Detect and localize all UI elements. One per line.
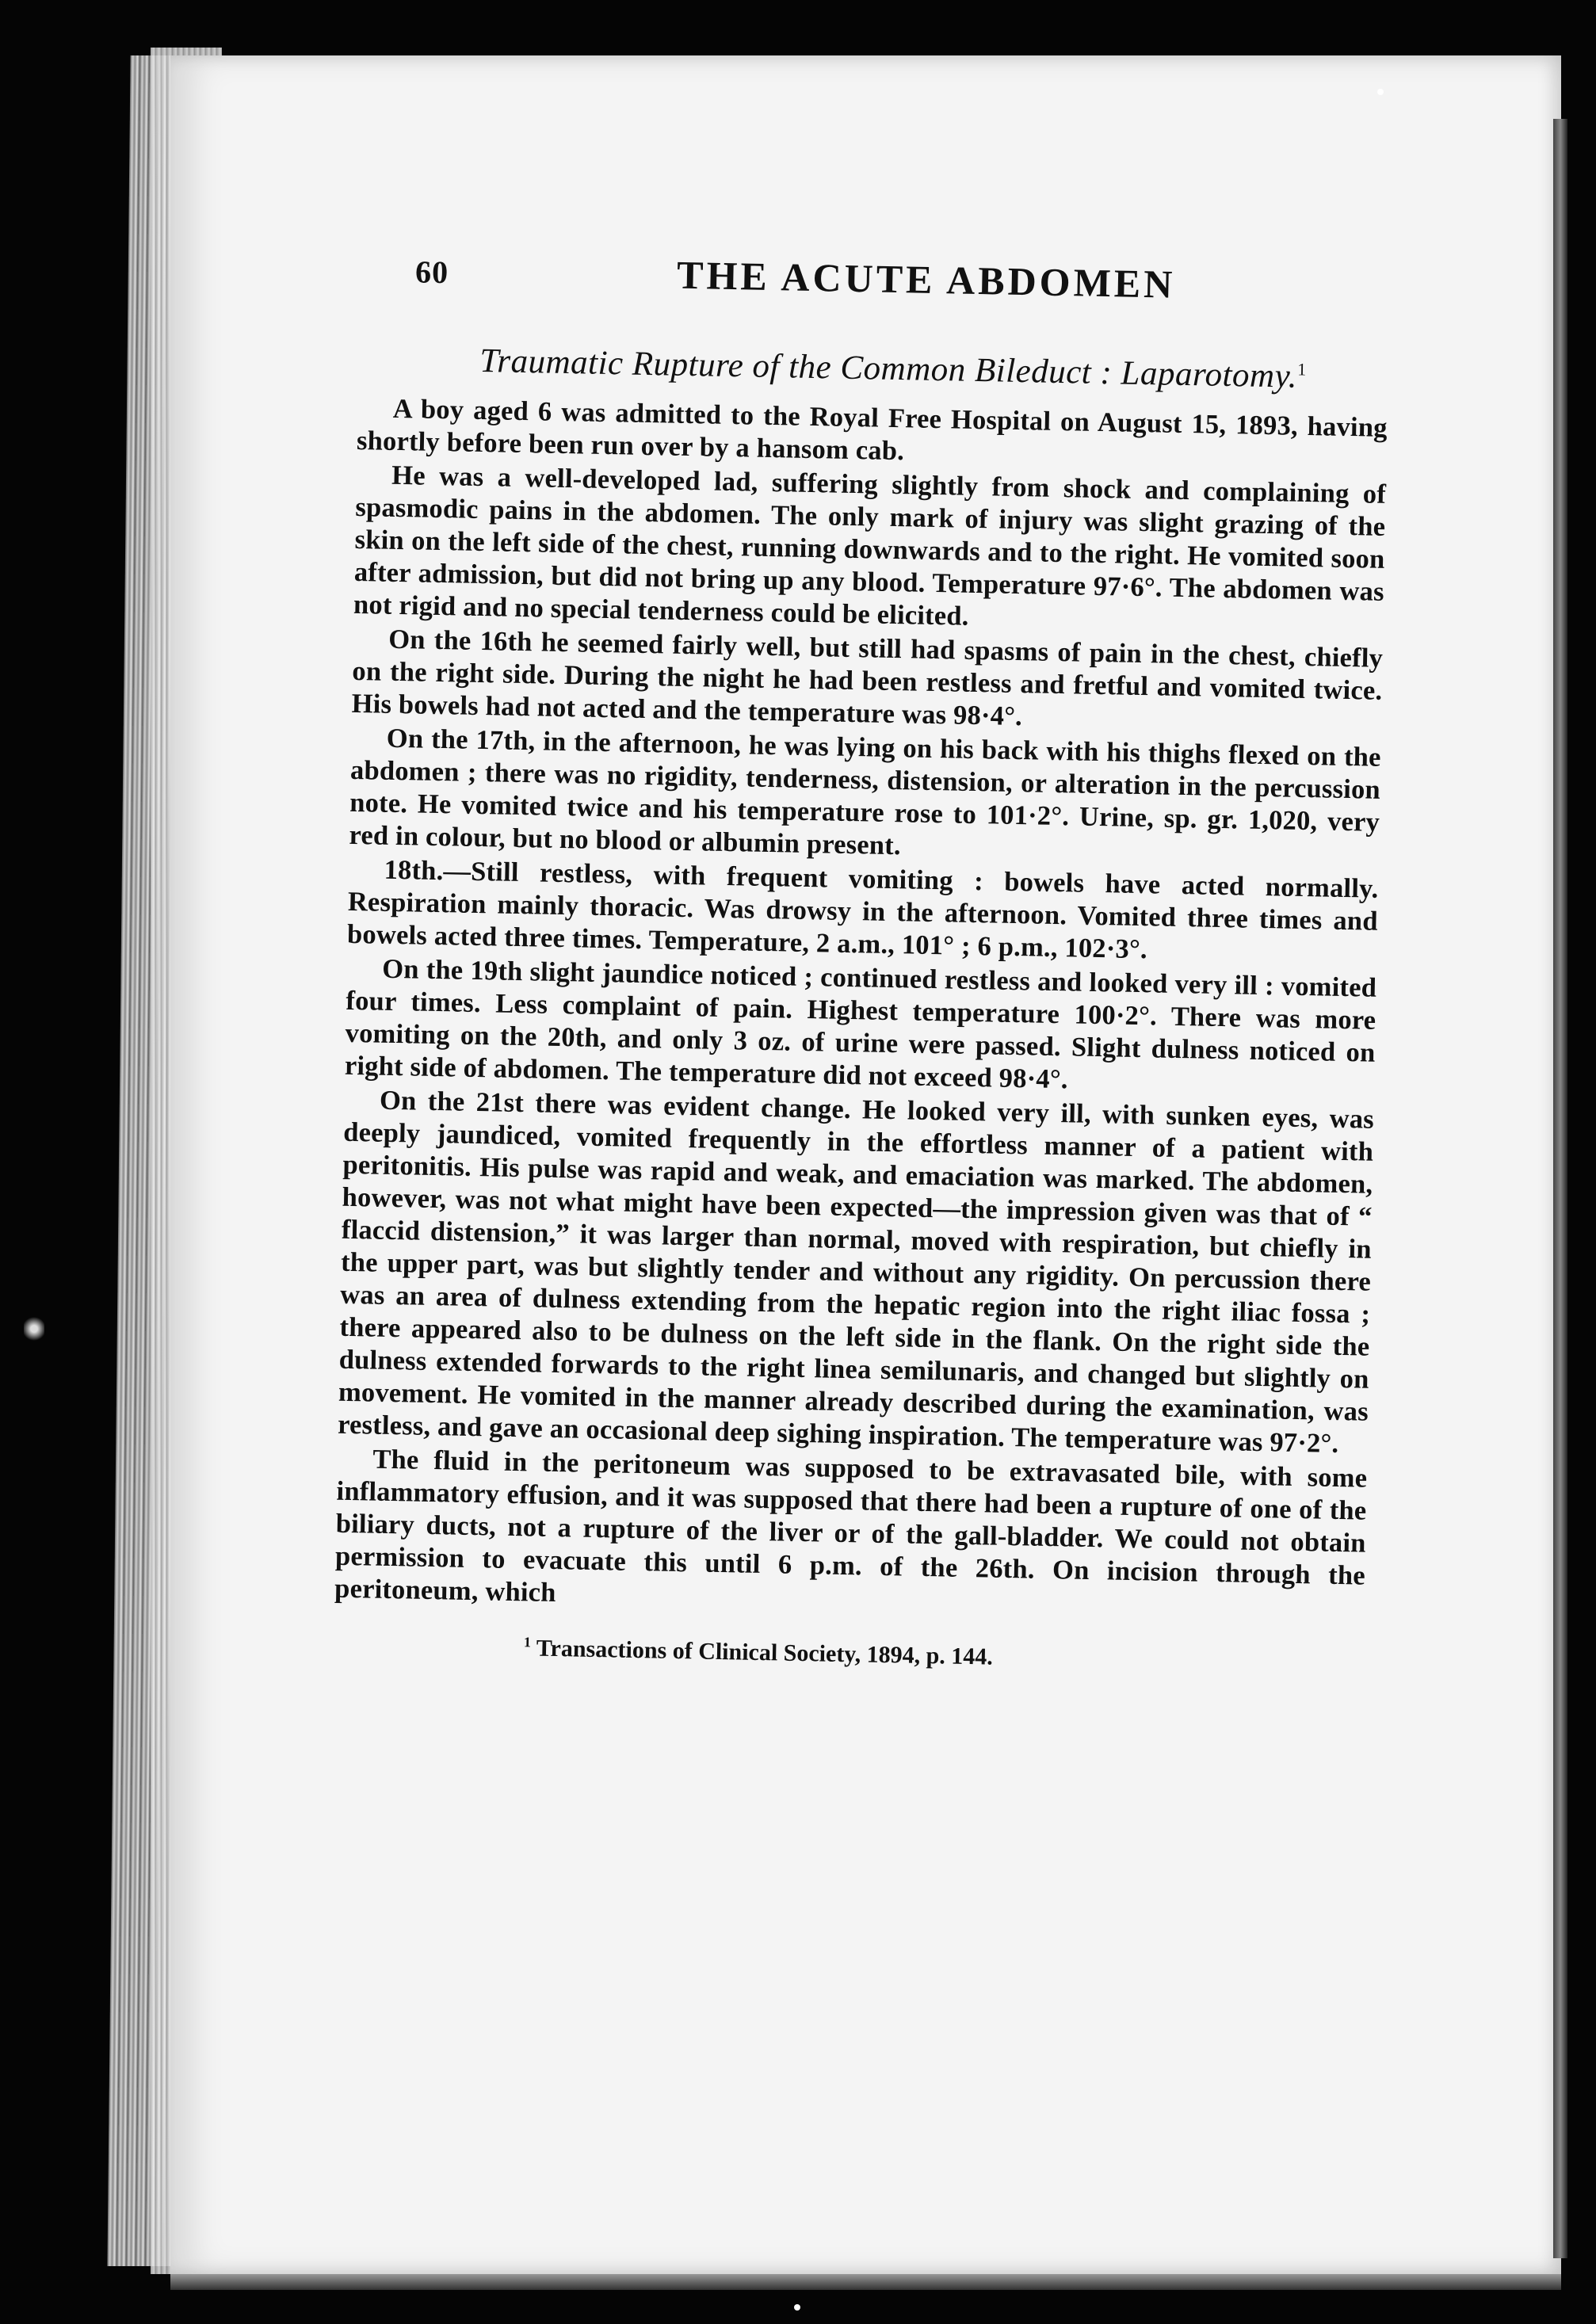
page-right-shadow: [1553, 119, 1567, 2258]
paragraph: The fluid in the peritoneum was supposed to be extravasated bile, with some inflammatory effusion, and it was supposed that there had been a rupture of one of the biliary ducts, not a rupture of the liver or of the gall-bladder. We could not obtain permission to evacuate this until 6 p.m. of the 26th. On incision through the peritoneum, which: [334, 1444, 1368, 1608]
paragraph: On the 17th, in the afternoon, he was lying on his back with his thighs flexed on the abdomen ; there was no rigidity, tenderness, distension, or alteration in the percussion note. He vomited twice and his temperature rose to 101·2°. Urine, sp. gr. 1,020, very red in colour, but no blood or albumin present.: [349, 723, 1382, 861]
page-text-block: [334, 238, 1391, 1678]
scan-artifact-dot: [1377, 89, 1384, 95]
scan-artifact-smudge: [24, 1315, 44, 1342]
article-heading: [358, 339, 1389, 398]
page-number: 60: [414, 254, 449, 291]
footnote-text: Transactions of Clinical Society, 1894, p. 144.: [536, 1635, 994, 1670]
paragraph: On the 21st there was evident change. He looked very ill, with sunken eyes, was deeply jaundiced, vomited frequently in the effortless manner of a patient with peritonitis. His pulse was rapid and weak, and emaciation was marked. The abdomen, however, was not what might have been expected—the impression given was that of “ flaccid distension,” it was larger than normal, moved with respiration, but chiefly in the upper part, was but slightly tender and without any rigidity. On percussion there was an area of dulness extending from the hepatic region into the right iliac fossa ; there appeared also to be dulness on the left side in the flank. On the right side the dulness extended forwards to the right linea semilunaris, and changed but slightly on movement. He vomited in the manner already described during the examination, was restless, and gave an occasional deep sighing inspiration. The temperature was 97·2°.: [337, 1085, 1375, 1459]
heading-footnote-mark: 1: [1296, 359, 1307, 380]
paragraph: On the 19th slight jaundice noticed ; continued restless and looked very ill : vomited four times. Less complaint of pain. Highest temperature 100·2°. There was more vomiting on the 20th, and only 3 oz. of urine were passed. Slight dulness noticed on right side of abdomen. The temperature did not exceed 98·4°.: [344, 953, 1377, 1095]
paragraph: 18th.—Still restless, with frequent vomiting : bowels have acted normally. Respiration mainly thoracic. Was drowsy in the afternoon. Vomited three times and bowels acted three times. Temperature, 2 a.m., 101° ; 6 p.m., 102·3°.: [346, 854, 1379, 965]
footnote-mark: 1: [523, 1634, 532, 1650]
paragraph: On the 16th he seemed fairly well, but still had spasms of pain in the chest, chiefly on the right side. During the night he had been restless and fretful and vomited twice. His bowels had not acted and the temperature was 98·4°.: [351, 624, 1384, 732]
running-title: THE ACUTE ABDOMEN: [676, 252, 1176, 307]
paragraph: A boy aged 6 was admitted to the Royal Free Hospital on August 15, 1893, having shortly before been run over by a hansom cab.: [356, 393, 1388, 467]
page-bottom-shadow: [170, 2274, 1561, 2290]
paragraph: He was a well-developed lad, suffering slightly from shock and complaining of spasmodic pains in the abdomen. The only mark of injury was slight grazing of the skin on the left side of the chest, running downwards and to the right. He vomited soon after admission, but did not bring up any blood. Temperature 97·6°. The abdomen was not rigid and no special tenderness could be elicited.: [353, 460, 1387, 632]
article-heading-text: Traumatic Rupture of the Common Bileduct : Laparotomy.: [479, 342, 1298, 395]
scan-artifact-dot: [794, 2304, 800, 2311]
